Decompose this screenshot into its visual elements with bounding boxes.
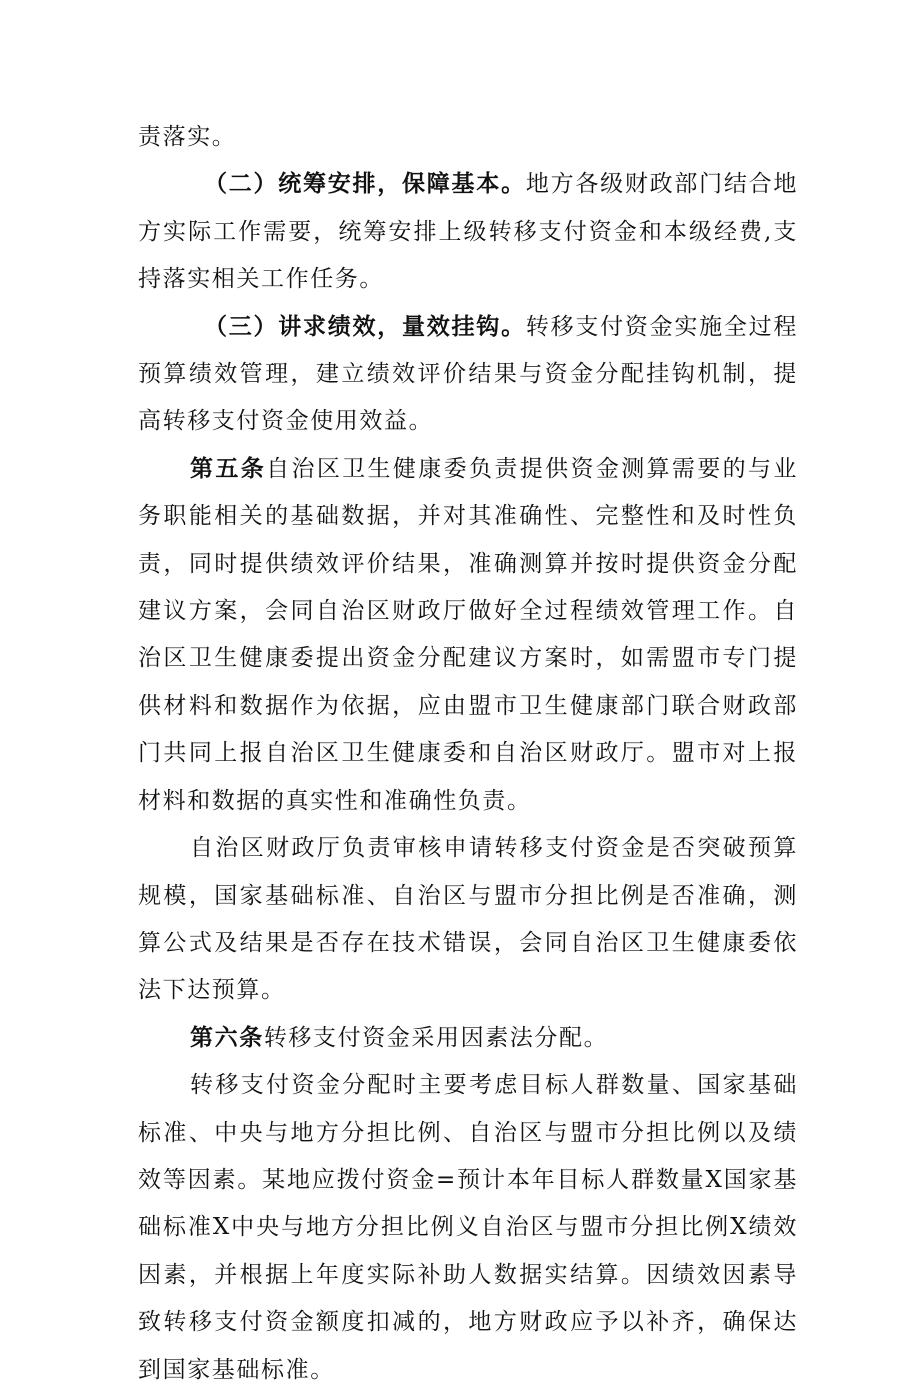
paragraph-finance-review [138,825,798,1015]
paragraph-allocation-formula [138,1062,798,1394]
paragraph-continuation [138,114,798,161]
paragraph-text: 地方各级财政部门结合地方实际工作需要，统筹安排上级转移支付资金和本级经费,支持落实相关工作任务。 [138,171,798,293]
article-six [138,1015,798,1062]
article-five [138,446,798,825]
article-heading: 第六条 [190,1024,264,1051]
paragraph-performance [138,304,798,446]
paragraph-text: 责落实。 [138,124,237,150]
paragraph-text: 转移支付资金实施全过程预算绩效管理，建立绩效评价结果与资金分配挂钩机制，提高转移支付资金使用效益。 [138,313,798,435]
paragraph-overall-planning [138,161,798,303]
document-body [138,114,798,1394]
paragraph-text: 自治区卫生健康委负责提供资金测算需要的与业务职能相关的基础数据，并对其准确性、完整性和及时性负责，同时提供绩效评价结果，准确测算并按时提供资金分配建议方案，会同自治区财政厅做好全过程绩效管理工作。自治区卫生健康委提出资金分配建议方案时，如需盟市专门提供材料和数据作为依据，应由盟市卫生健康部门联合财政部门共同上报自治区卫生健康委和自治区财政厅。盟市对上报材料和数据的真实性和准确性负责。 [138,455,798,814]
paragraph-text: 转移支付资金分配时主要考虑目标人群数量、国家基础标准、中央与地方分担比例、自治区与盟市分担比例以及绩效等因素。某地应拨付资金=预计本年目标人群数量X国家基础标准X中央与地方分担比例义自治区与盟市分担比例X绩效因素，并根据上年度实际补助人数据实结算。因绩效因素导致转移支付资金额度扣减的，地方财政应予以补齐，确保达到国家基础标准。 [138,1072,798,1383]
paragraph-text: 自治区财政厅负责审核申请转移支付资金是否突破预算规模，国家基础标准、自治区与盟市分担比例是否准确，测算公式及结果是否存在技术错误，会同自治区卫生健康委依法下达预算。 [138,835,798,1004]
section-heading: （二）统筹安排，保障基本。 [204,171,526,198]
section-heading: （三）讲求绩效，量效挂钩。 [204,313,526,340]
paragraph-text: 转移支付资金采用因素法分配。 [263,1024,609,1051]
article-heading: 第五条 [190,455,267,482]
